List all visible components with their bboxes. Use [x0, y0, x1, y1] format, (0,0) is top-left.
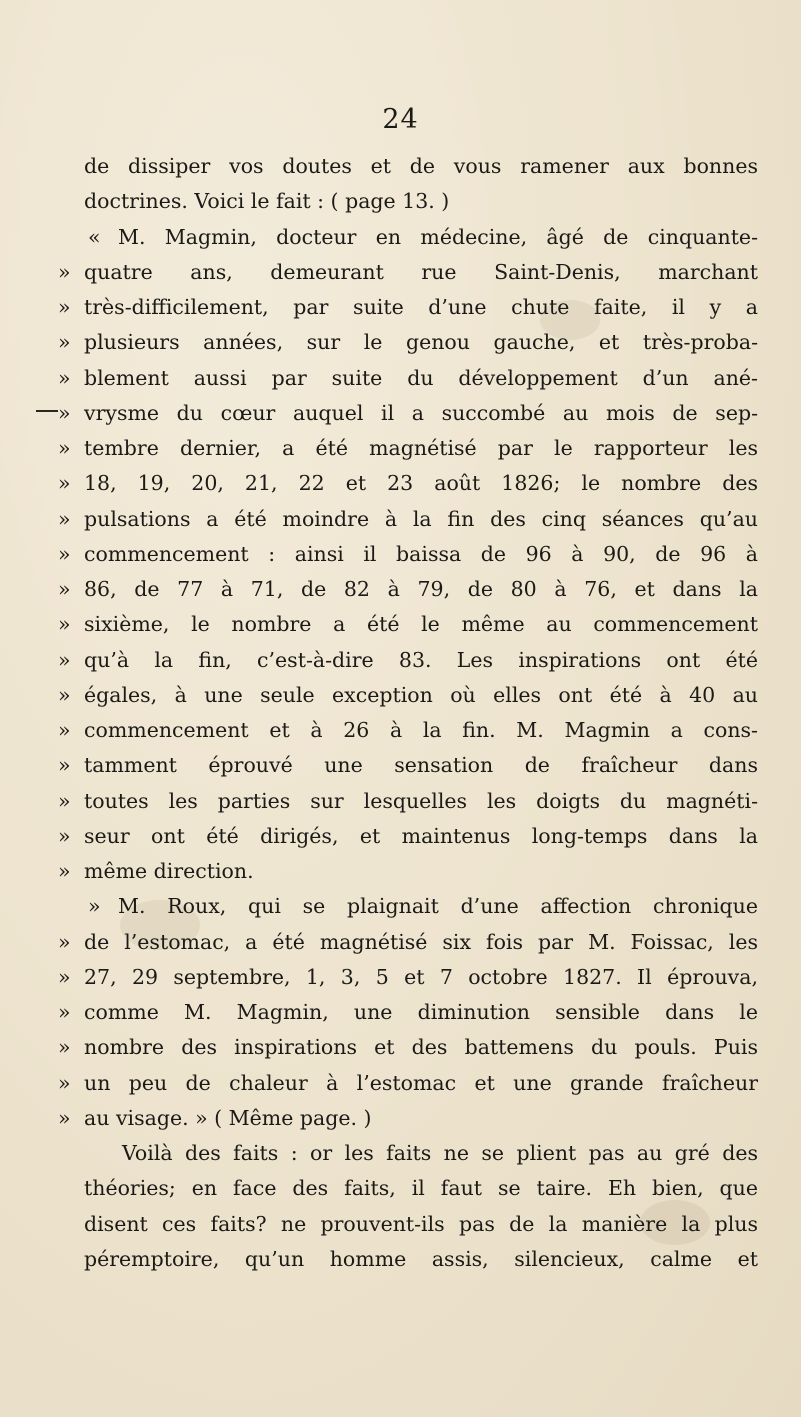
text-line: » blement aussi par suite du développement d’un ané- [58, 365, 758, 390]
text-line: » 86, de 77 à 71, de 82 à 79, de 80 à 76, et dans la [58, 577, 758, 601]
text-line: Voilà des faits : or les faits ne se plient pas au gré des [122, 1141, 758, 1165]
text-line: » un peu de chaleur à l’estomac et une grande fraîcheur [58, 1070, 758, 1095]
text-line: » toutes les parties sur lesquelles les doigts du magnéti- [58, 788, 758, 813]
text-line: » vrysme du cœur auquel il a succombé au mois de sep- [58, 400, 758, 425]
text-line: » qu’à la fin, c’est-à-dire 83. Les inspirations ont été [58, 647, 758, 672]
text-line: doctrines. Voici le fait : ( page 13. ) [84, 189, 450, 214]
text-line: » 27, 29 septembre, 1, 3, 5 et 7 octobre 1827. Il éprouva, [58, 964, 758, 989]
text-line: » tamment éprouvé une sensation de fraîcheur dans [58, 753, 758, 778]
text-line: théories; en face des faits, il faut se taire. Eh bien, que [84, 1176, 758, 1201]
text-line: » nombre des inspirations et des battemens du pouls. Puis [58, 1035, 758, 1060]
text-line: » de l’estomac, a été magnétisé six fois par M. Foissac, les [58, 929, 758, 954]
page-number: 24 [382, 104, 419, 135]
text-line: » plusieurs années, sur le genou gauche, et très-proba- [58, 330, 758, 355]
text-line: » commencement et à 26 à la fin. M. Magmin a cons- [58, 718, 758, 742]
text-line: péremptoire, qu’un homme assis, silencieux, calme et [84, 1246, 758, 1271]
text-line: » au visage. » ( Même page. ) [58, 1105, 372, 1130]
text-line: » tembre dernier, a été magnétisé par le rapporteur les [58, 436, 758, 460]
text-line: » comme M. Magmin, une diminution sensible dans le [58, 1000, 758, 1024]
text-line: » sixième, le nombre a été le même au commencement [58, 612, 758, 637]
text-line: » même direction. [58, 859, 254, 883]
text-line: de dissiper vos doutes et de vous ramener aux bonnes [84, 154, 758, 178]
text-line: » quatre ans, demeurant rue Saint-Denis, marchant [58, 259, 758, 284]
text-block [58, 149, 758, 1277]
text-line: » M. Roux, qui se plaignait d’une affection chronique [88, 894, 758, 919]
text-line: » seur ont été dirigés, et maintenus long-temps dans la [58, 823, 758, 848]
text-line: » 18, 19, 20, 21, 22 et 23 août 1826; le nombre des [58, 471, 758, 496]
text-line: » commencement : ainsi il baissa de 96 à 90, de 96 à [58, 541, 758, 566]
text-line: « M. Magmin, docteur en médecine, âgé de cinquante- [88, 224, 758, 249]
text-line: » très-difficilement, par suite d’une chute faite, il y a [58, 295, 758, 319]
text-line: disent ces faits? ne prouvent-ils pas de la manière la plus [84, 1211, 758, 1236]
text-line: » pulsations a été moindre à la fin des cinq séances qu’au [58, 506, 758, 531]
text-line: » égales, à une seule exception où elles ont été à 40 au [58, 682, 758, 707]
margin-mark [36, 410, 58, 412]
